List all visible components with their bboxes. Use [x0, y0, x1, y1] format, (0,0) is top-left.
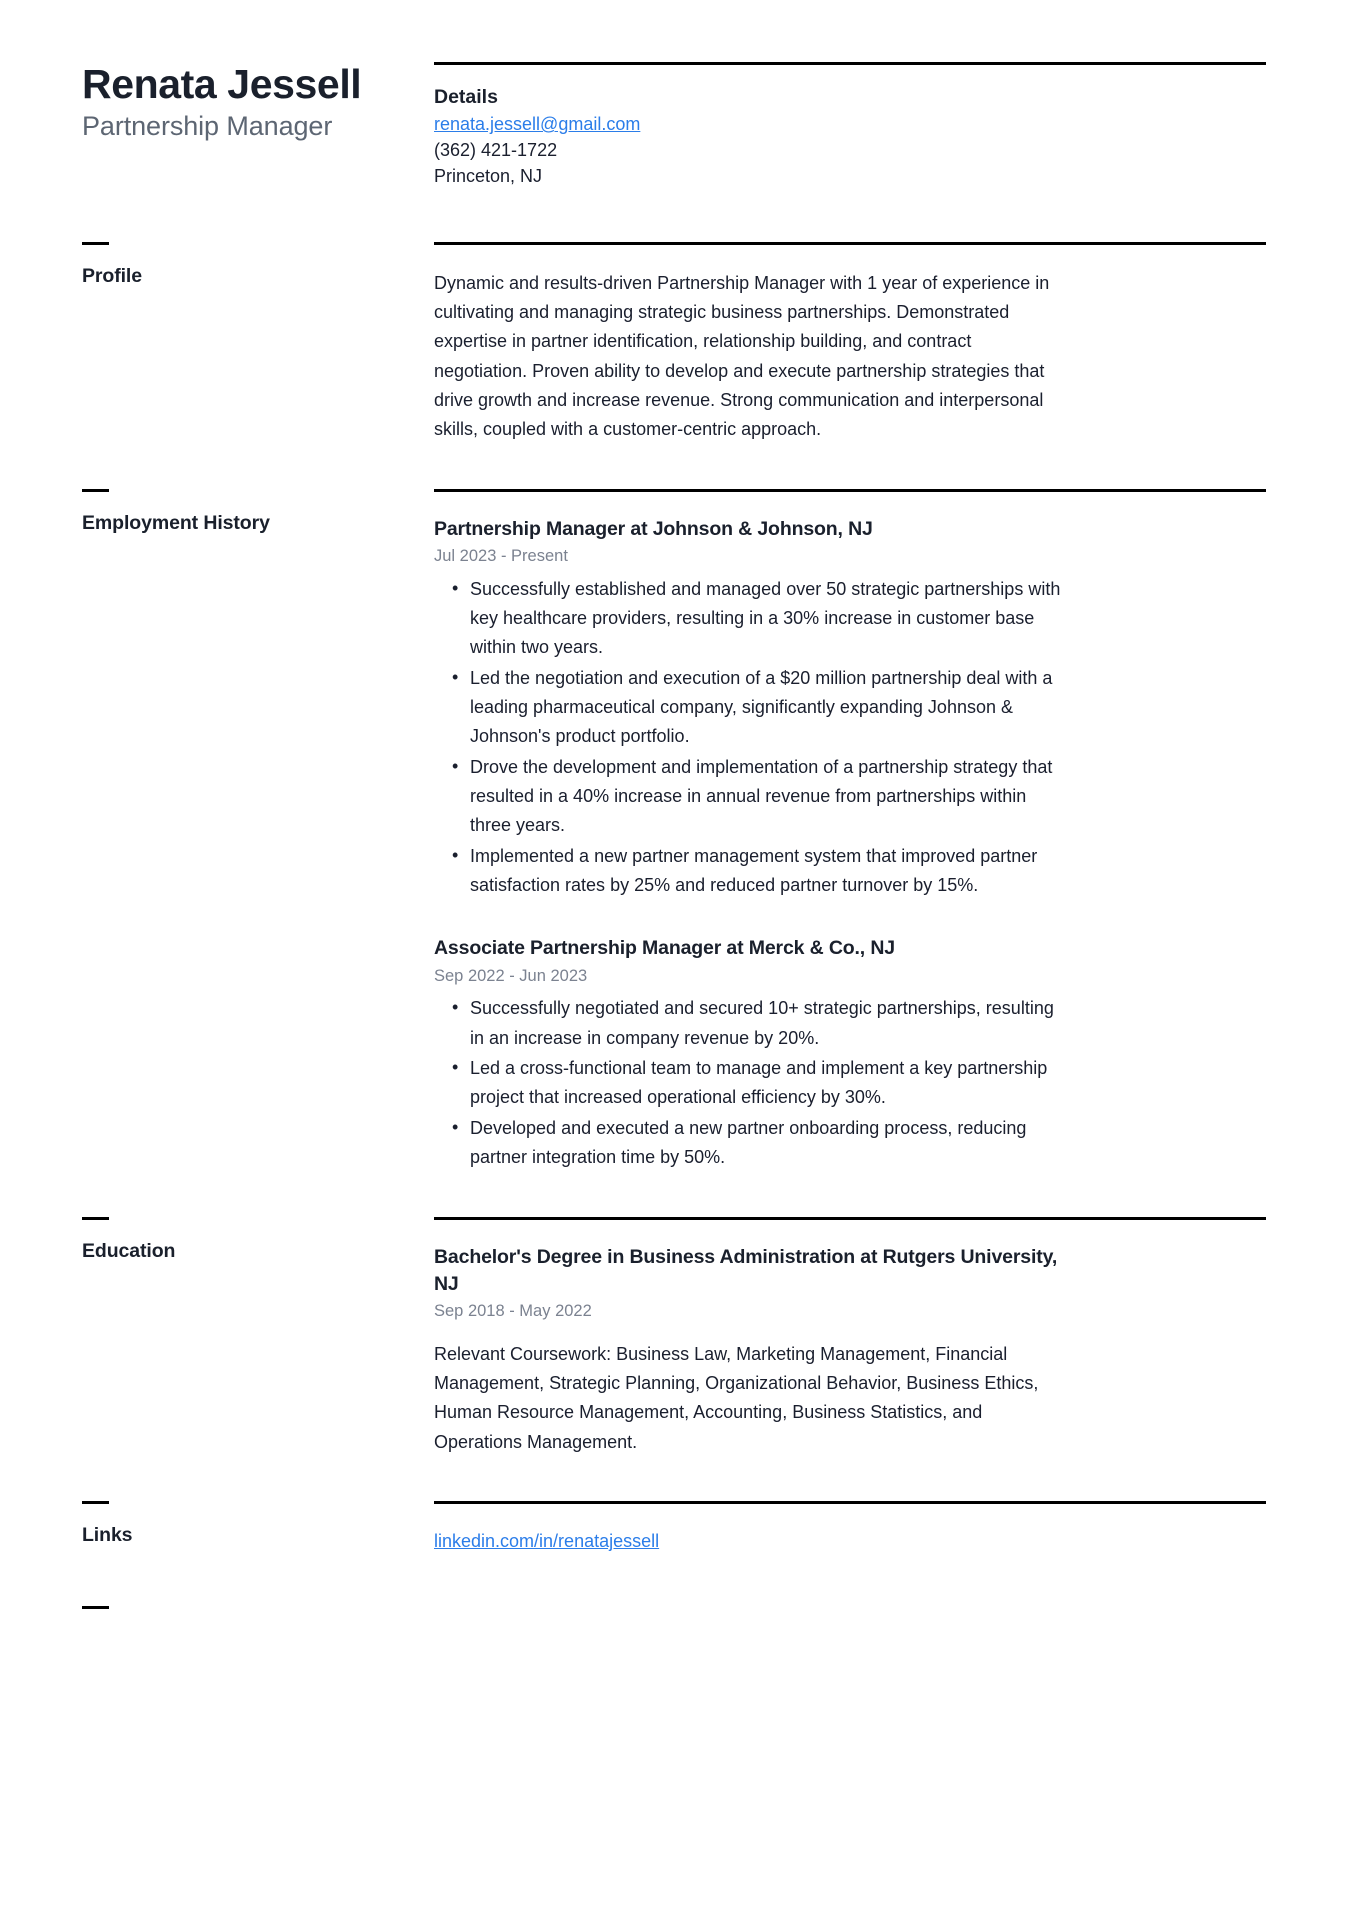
details-column	[434, 62, 1266, 190]
details-heading: Details	[434, 86, 498, 108]
employment-entry	[434, 935, 1064, 1172]
job-dates: Jul 2023 - Present	[434, 546, 568, 565]
section-dash-icon	[82, 242, 109, 245]
next-section-label-column	[82, 1606, 434, 1629]
list-item: • Successfully established and managed over 50 strategic partnerships with key healthcare providers, resulting in a 30% increase in customer base within two years.	[470, 575, 1064, 663]
profile-content	[434, 242, 1266, 445]
list-item: • Led a cross-functional team to manage and implement a key partnership project that increased operational efficiency by 30%.	[470, 1054, 1064, 1113]
details-phone: (362) 421-1722	[434, 140, 558, 161]
section-dash-icon	[82, 1501, 109, 1504]
education-label-column	[82, 1217, 434, 1263]
details-location: Princeton, NJ	[434, 166, 543, 187]
list-item: • Drove the development and implementation of a partnership strategy that resulted in a 40% increase in annual revenue from partnerships within three years.	[470, 753, 1064, 841]
degree-dates: Sep 2018 - May 2022	[434, 1301, 592, 1320]
header-job-title: Partnership Manager	[82, 110, 333, 141]
list-item: • Developed and executed a new partner onboarding process, reducing partner integration time by 50%.	[470, 1114, 1064, 1173]
profile-label-column	[82, 242, 434, 288]
employment-section-label: Employment History	[82, 511, 270, 534]
profile-text: Dynamic and results-driven Partnership Manager with 1 year of experience in cultivating and managing strategic business partnerships. Demonstrated expertise in partner identification, relationship building, and contract negotiation. Proven ability to develop and execute partnership strategies that drive growth and increase revenue. Strong communication and interpersonal skills, coupled with a customer-centric approach.	[434, 272, 1050, 440]
email-link[interactable]: renata.jessell@gmail.com	[434, 114, 641, 135]
job-title: Associate Partnership Manager at Merck & Co., NJ	[434, 937, 895, 960]
next-section-partial	[82, 1606, 1266, 1629]
employment-content	[434, 489, 1266, 1174]
education-section	[82, 1217, 1266, 1457]
header-section	[82, 62, 1266, 190]
header-left-column	[82, 62, 434, 144]
page-title: Renata Jessell	[82, 61, 362, 107]
job-bullet-list	[434, 994, 1064, 1172]
profile-section	[82, 242, 1266, 445]
education-section-label: Education	[82, 1240, 176, 1263]
job-title: Partnership Manager at Johnson & Johnson, NJ	[434, 517, 873, 540]
linkedin-link[interactable]: linkedin.com/in/renatajessell	[434, 1530, 660, 1551]
job-bullet-list	[434, 575, 1064, 901]
list-item: • Led the negotiation and execution of a $20 million partnership deal with a leading pharmaceutical company, significantly expanding Johnson & Johnson's product portfolio.	[470, 664, 1064, 752]
employment-section	[82, 489, 1266, 1174]
education-content	[434, 1217, 1266, 1457]
employment-label-column	[82, 489, 434, 535]
degree-description: Relevant Coursework: Business Law, Marketing Management, Financial Management, Strategic Planning, Organizational Behavior, Business Ethics, Human Resource Management, Accounting, Business Statistics, and Operations Management.	[434, 1343, 1039, 1452]
section-dash-icon	[82, 1217, 109, 1220]
links-list	[434, 1528, 1266, 1554]
list-item: • Implemented a new partner management system that improved partner satisfaction rates by 25% and reduced partner turnover by 15%.	[470, 842, 1064, 901]
list-item: • Successfully negotiated and secured 10+ strategic partnerships, resulting in an increase in company revenue by 20%.	[470, 994, 1064, 1053]
links-section	[82, 1501, 1266, 1554]
job-dates: Sep 2022 - Jun 2023	[434, 966, 588, 985]
education-entry	[434, 1244, 1064, 1457]
section-dash-icon	[82, 1606, 109, 1609]
profile-section-label: Profile	[82, 264, 142, 287]
employment-entry	[434, 516, 1064, 901]
links-label-column	[82, 1501, 434, 1547]
degree-title: Bachelor's Degree in Business Administration at Rutgers University, NJ	[434, 1246, 1058, 1295]
details-email-row	[434, 111, 1266, 137]
section-dash-icon	[82, 489, 109, 492]
links-content	[434, 1501, 1266, 1554]
links-section-label: Links	[82, 1523, 133, 1546]
